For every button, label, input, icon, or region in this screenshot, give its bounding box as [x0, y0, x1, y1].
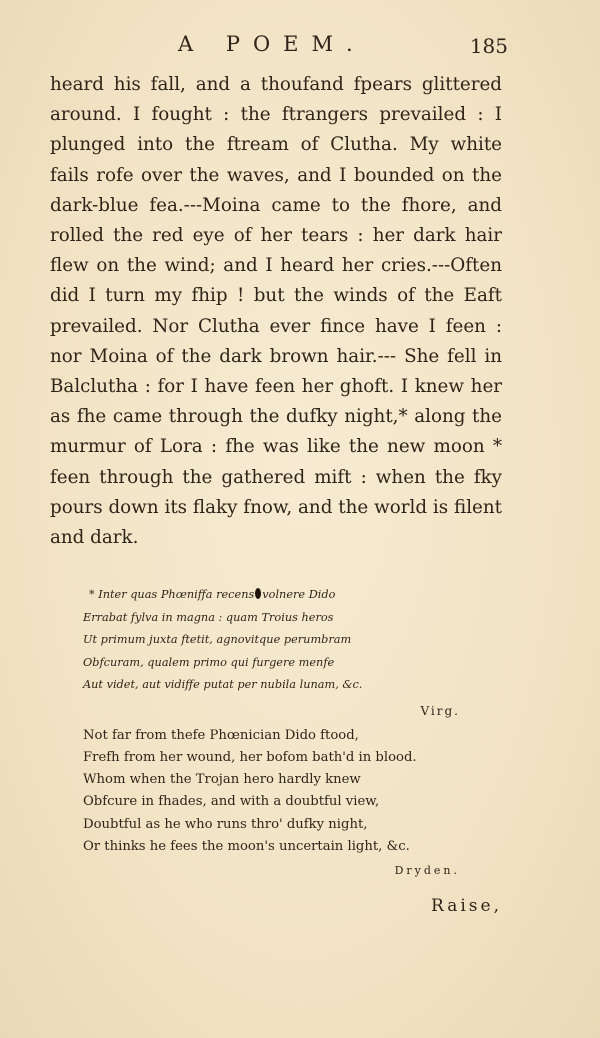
english-attribution: Dryden.: [394, 864, 460, 878]
latin-line: Ut primum juxta ftetit, agnovitque perumbram: [83, 633, 352, 647]
footnote-block: [83, 584, 458, 883]
latin-line: * Inter quas Phœniffa recens volnere Dido: [89, 588, 336, 601]
english-line: Doubtful as he who runs thro' dufky night,: [83, 816, 368, 832]
latin-line: Errabat fylva in magna : quam Troius heros: [83, 610, 334, 624]
latin-quotation: [83, 584, 458, 697]
english-line: Not far from thefe Phœnician Dido ftood,: [83, 727, 359, 743]
catchword: Raise,: [431, 896, 502, 916]
english-translation: [83, 725, 458, 859]
page-number: 185: [469, 34, 508, 58]
latin-line: Aut videt, aut vidiffe putat per nubila lunam, &c.: [83, 678, 363, 692]
english-line: Frefh from her wound, her bofom bath'd in blood.: [83, 749, 417, 765]
latin-attribution: Virg.: [420, 703, 460, 718]
ink-blot: [255, 588, 261, 599]
page-header: [0, 30, 600, 70]
latin-line: Obfcuram, qualem primo qui furgere menfe: [83, 655, 335, 669]
english-line: Whom when the Trojan hero hardly knew: [83, 772, 361, 788]
english-line: Obfcure in fhades, and with a doubtful view,: [83, 794, 380, 810]
english-line: Or thinks he fees the moon's uncertain light, &c.: [83, 839, 410, 855]
main-text: [50, 70, 502, 553]
main-paragraph: heard his fall, and a thoufand fpears glittered around. I fought : the ftrangers prevailed : I plunged into the ftream of Clutha. My white fails rofe over the waves, and I bounded on the dark-blue fea.---Moina came to the fhore, and rolled the red eye of her tears : her dark hair flew on the wind; and I heard her cries.---Often did I turn my fhip ! but the winds of the Eaft prevailed. Nor Clutha ever fince have I feen : nor Moina of the dark brown hair.--- She fell in Balclutha : for I have feen her ghoft. I knew her as fhe came through the dufky night,* along the murmur of Lora : fhe was like the new moon * feen through the gathered mift : when the fky pours down its flaky fnow, and the world is filent and dark.: [50, 74, 502, 549]
running-title: A POEM.: [178, 32, 366, 56]
